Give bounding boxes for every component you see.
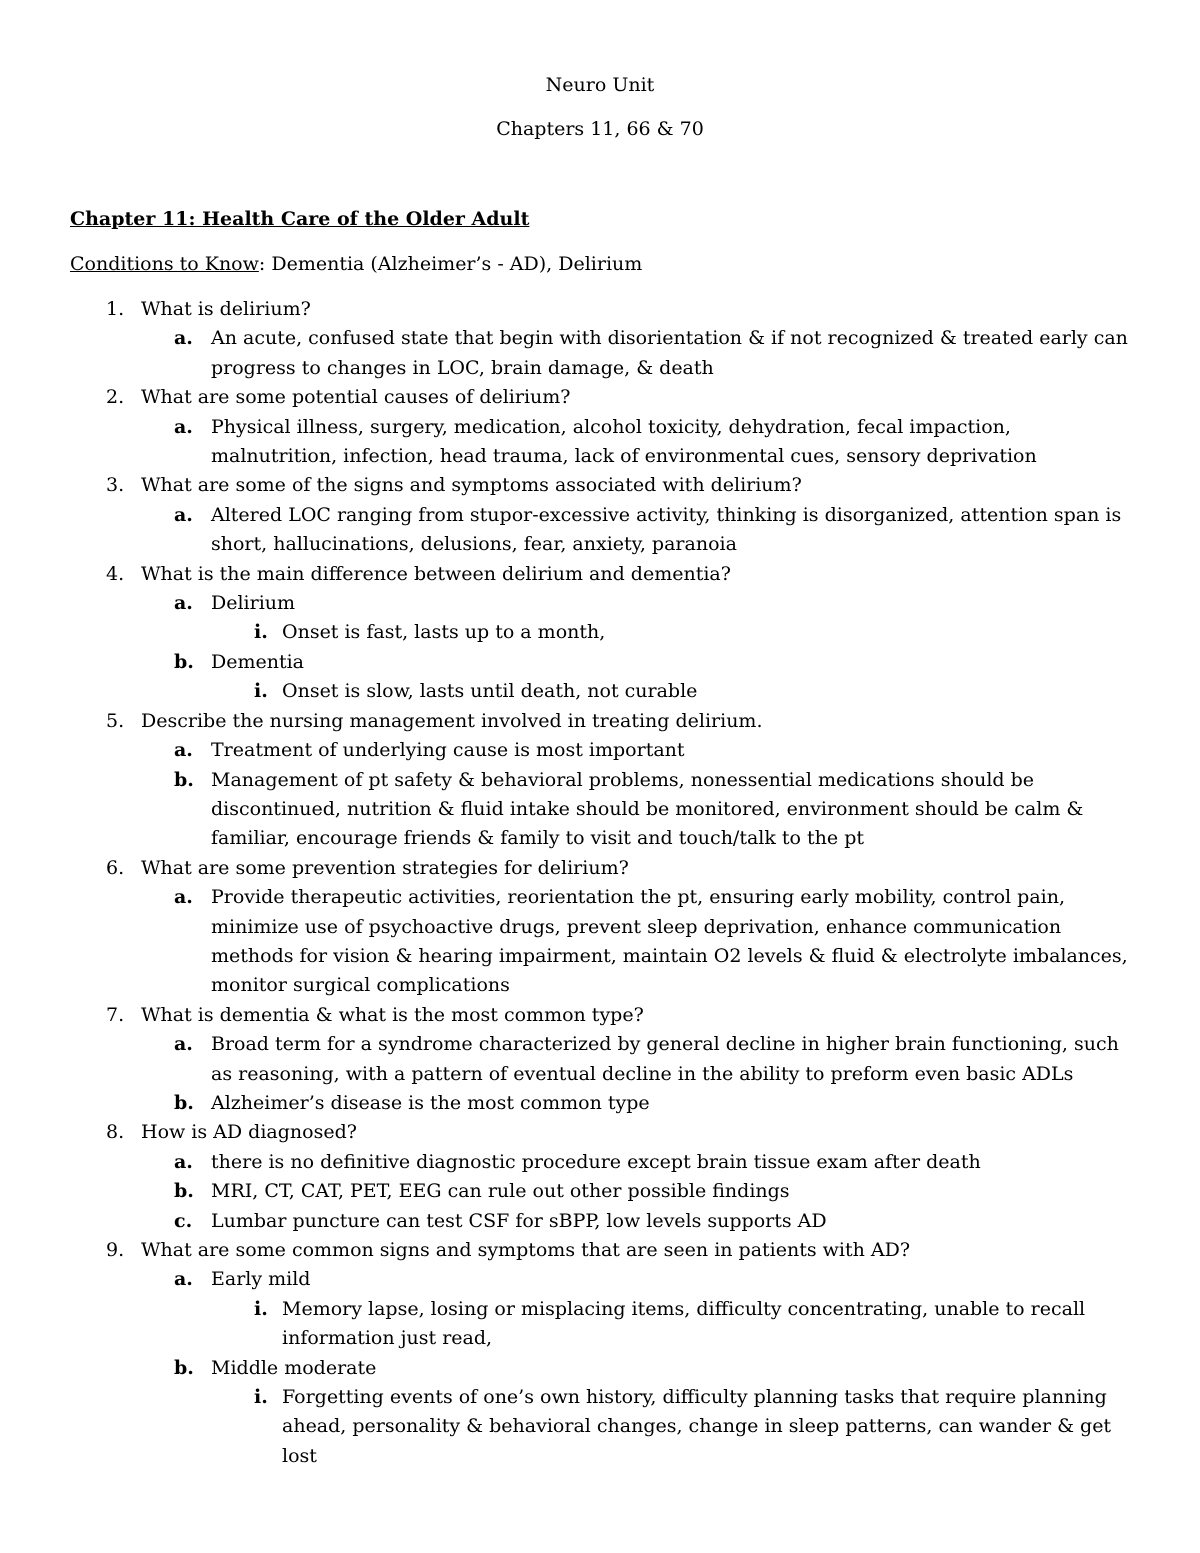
answer-item-text: Middle moderate bbox=[211, 1356, 377, 1379]
answer-item bbox=[70, 1177, 1140, 1206]
question-item bbox=[70, 707, 1140, 736]
answer-item-text: Early mild bbox=[211, 1268, 311, 1291]
question-item bbox=[70, 471, 1140, 500]
answer-item-text: Broad term for a syndrome characterized by general decline in higher brain functioning, such as reasoning, with a pattern of eventual decline in the ability to preform even basic ADLs bbox=[211, 1033, 1119, 1085]
sub-answer-item-marker: i. bbox=[254, 680, 268, 703]
sub-answer-item-text: Onset is fast, lasts up to a month, bbox=[282, 621, 606, 644]
answer-item-marker: a. bbox=[174, 1268, 193, 1291]
conditions-text: Dementia (Alzheimer’s - AD), Delirium bbox=[271, 253, 643, 275]
question-item-text: What are some potential causes of delirium? bbox=[141, 386, 571, 409]
answer-item-marker: a. bbox=[174, 592, 193, 615]
document-subtitle: Chapters 11, 66 & 70 bbox=[496, 118, 704, 140]
question-item-text: What are some common signs and symptoms that are seen in patients with AD? bbox=[141, 1239, 911, 1261]
question-item-text: What are some prevention strategies for delirium? bbox=[141, 856, 629, 879]
answer-item-text: Dementia bbox=[211, 650, 305, 673]
answer-item bbox=[70, 1354, 1140, 1383]
answer-item-text: Delirium bbox=[211, 592, 296, 615]
answer-item-marker: a. bbox=[174, 739, 193, 762]
sub-answer-item-marker: i. bbox=[254, 1297, 268, 1320]
question-item-marker: 9. bbox=[106, 1239, 125, 1261]
question-item-text: What is the main difference between delirium and dementia? bbox=[141, 562, 731, 585]
answer-item-text: An acute, confused state that begin with disorientation & if not recognized & treated early can progress to changes in LOC, brain damage, & death bbox=[211, 327, 1128, 379]
question-item bbox=[70, 1001, 1140, 1030]
answer-item-marker: b. bbox=[174, 1091, 194, 1114]
answer-item bbox=[70, 1265, 1140, 1294]
question-item-text: What is dementia & what is the most common type? bbox=[141, 1003, 644, 1026]
question-item-marker: 2. bbox=[106, 386, 125, 409]
question-item bbox=[70, 854, 1140, 883]
answer-item-text: Physical illness, surgery, medication, alcohol toxicity, dehydration, fecal impaction, malnutrition, infection, head trauma, lack of environmental cues, sensory deprivation bbox=[211, 415, 1037, 468]
question-item-marker: 1. bbox=[106, 298, 125, 320]
question-item-text: Describe the nursing management involved in treating delirium. bbox=[141, 709, 763, 732]
question-item-marker: 8. bbox=[106, 1121, 125, 1144]
answer-item-marker: a. bbox=[174, 1150, 193, 1173]
sub-answer-item bbox=[70, 1383, 1140, 1471]
answer-item bbox=[70, 883, 1140, 1001]
question-item-marker: 3. bbox=[106, 474, 125, 497]
answer-item-text: Provide therapeutic activities, reorientation the pt, ensuring early mobility, control pain, minimize use of psychoactive drugs, prevent sleep deprivation, enhance communication methods for vision & hearing impairment, maintain O2 levels & fluid & electrolyte imbalances, monitor surgical complications bbox=[211, 886, 1128, 997]
answer-item-marker: b. bbox=[174, 650, 194, 673]
answer-item bbox=[70, 1089, 1140, 1118]
question-item-marker: 5. bbox=[106, 709, 125, 732]
answer-item-text: Altered LOC ranging from stupor-excessive activity, thinking is disorganized, attention span is short, hallucinations, delusions, fear, anxiety, paranoia bbox=[211, 503, 1122, 556]
question-item bbox=[70, 560, 1140, 589]
sub-answer-item bbox=[70, 677, 1140, 706]
answer-item-text: MRI, CT, CAT, PET, EEG can rule out other possible findings bbox=[211, 1180, 790, 1203]
sub-answer-item-text: Memory lapse, losing or misplacing items, difficulty concentrating, unable to recall information just read, bbox=[282, 1297, 1086, 1350]
question-item bbox=[70, 1118, 1140, 1147]
question-item-marker: 6. bbox=[106, 856, 125, 879]
question-item-marker: 7. bbox=[106, 1003, 125, 1026]
answer-item-text: there is no definitive diagnostic procedure except brain tissue exam after death bbox=[211, 1150, 981, 1173]
question-item bbox=[70, 383, 1140, 412]
answer-item bbox=[70, 413, 1140, 472]
question-item-text: How is AD diagnosed? bbox=[141, 1121, 357, 1144]
sub-answer-item bbox=[70, 1295, 1140, 1354]
answer-item bbox=[70, 736, 1140, 765]
answer-item-text: Treatment of underlying cause is most important bbox=[211, 739, 685, 762]
question-item bbox=[70, 295, 1140, 324]
answer-item-marker: c. bbox=[174, 1209, 193, 1232]
question-item bbox=[70, 1236, 1140, 1265]
answer-item-text: Lumbar puncture can test CSF for sBPP, low levels supports AD bbox=[211, 1209, 827, 1232]
answer-item-marker: a. bbox=[174, 415, 193, 438]
answer-item-text: Alzheimer’s disease is the most common type bbox=[211, 1091, 650, 1114]
answer-item-marker: a. bbox=[174, 503, 193, 526]
answer-item-marker: a. bbox=[174, 886, 193, 909]
sub-answer-item-marker: i. bbox=[254, 1386, 268, 1409]
answer-item-text: Management of pt safety & behavioral problems, nonessential medications should be discontinued, nutrition & fluid intake should be monitored, environment should be calm & familiar, encourage friends & family to visit and touch/talk to the pt bbox=[211, 768, 1084, 850]
answer-item-marker: b. bbox=[174, 768, 194, 791]
document-title: Neuro Unit bbox=[545, 74, 655, 96]
answer-item bbox=[70, 1148, 1140, 1177]
chapter-heading bbox=[70, 205, 1140, 234]
conditions-line bbox=[70, 250, 1140, 279]
question-item-text: What are some of the signs and symptoms associated with delirium? bbox=[141, 474, 802, 497]
answer-item-marker: a. bbox=[174, 327, 193, 350]
sub-answer-item-marker: i. bbox=[254, 621, 268, 644]
question-item-text: What is delirium? bbox=[141, 298, 311, 320]
answer-item bbox=[70, 766, 1140, 854]
answer-item bbox=[70, 1207, 1140, 1236]
answer-item-marker: b. bbox=[174, 1180, 194, 1203]
answer-item bbox=[70, 589, 1140, 618]
sub-answer-item-text: Forgetting events of one’s own history, difficulty planning tasks that require planning ahead, personality & behavioral changes, change in sleep patterns, can wander & get lost bbox=[282, 1386, 1112, 1467]
answer-item bbox=[70, 648, 1140, 677]
sub-answer-item bbox=[70, 618, 1140, 647]
question-list bbox=[70, 295, 1140, 1471]
conditions-separator: : bbox=[258, 253, 272, 275]
sub-answer-item-text: Onset is slow, lasts until death, not curable bbox=[282, 680, 698, 703]
answer-item bbox=[70, 501, 1140, 560]
chapter-heading-text: Chapter 11: Health Care of the Older Adult bbox=[70, 208, 530, 230]
answer-item-marker: b. bbox=[174, 1356, 194, 1379]
answer-item-marker: a. bbox=[174, 1033, 193, 1056]
answer-item bbox=[70, 324, 1140, 383]
conditions-label: Conditions to Know bbox=[70, 253, 259, 275]
question-item-marker: 4. bbox=[106, 562, 125, 585]
answer-item bbox=[70, 1030, 1140, 1089]
